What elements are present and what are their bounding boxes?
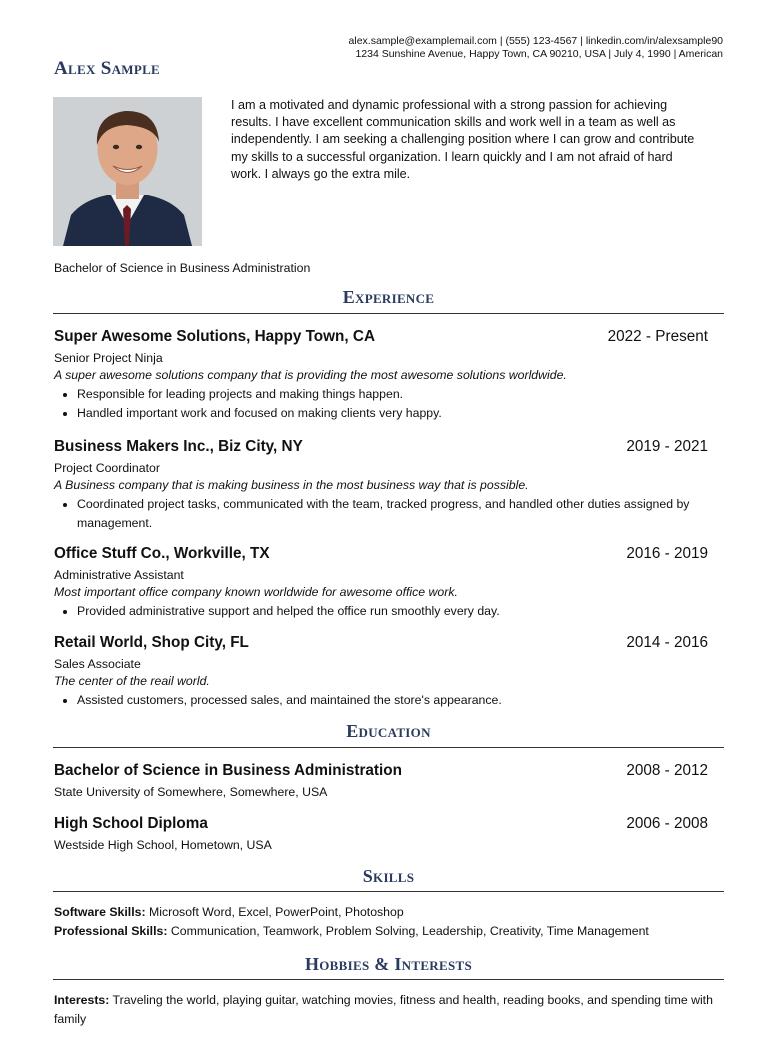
profile-photo-image	[53, 97, 202, 246]
experience-bullets	[54, 602, 708, 621]
section-divider	[53, 313, 724, 314]
experience-role: Senior Project Ninja	[54, 351, 163, 365]
experience-description: A super awesome solutions company that is providing the most awesome solutions worldwide.	[54, 368, 567, 382]
contact-line-1: alex.sample@examplemail.com | (555) 123-4567 | linkedin.com/in/alexsample90	[348, 35, 723, 47]
experience-bullets	[54, 385, 708, 422]
experience-dates: 2019 - 2021	[626, 438, 708, 455]
interests	[54, 991, 719, 1028]
section-title-education: Education	[346, 721, 431, 741]
experience-role: Administrative Assistant	[54, 568, 184, 582]
professional-skills-label: Professional Skills:	[54, 924, 168, 938]
section-divider	[53, 747, 724, 748]
contact-line-2: 1234 Sunshine Avenue, Happy Town, CA 90210, USA | July 4, 1990 | American	[355, 48, 723, 60]
software-skills-value: Microsoft Word, Excel, PowerPoint, Photoshop	[145, 905, 404, 919]
headline-degree: Bachelor of Science in Business Administration	[54, 261, 311, 275]
candidate-name: Alex Sample	[54, 58, 161, 79]
education-dates: 2006 - 2008	[626, 815, 708, 832]
professional-skills	[54, 922, 714, 941]
experience-role: Project Coordinator	[54, 461, 160, 475]
contact-info	[349, 35, 723, 61]
experience-description: A Business company that is making business in the most business way that is possible.	[54, 478, 529, 492]
experience-entry	[54, 634, 708, 710]
interests-label: Interests:	[54, 993, 110, 1007]
experience-bullets	[54, 495, 708, 532]
software-skills	[54, 903, 714, 922]
section-title-experience: Experience	[342, 287, 435, 307]
education-school: State University of Somewhere, Somewhere, USA	[54, 785, 328, 799]
bullet-item: • Coordinated project tasks, communicated with the team, tracked progress, and handled other duties assigned by management.	[77, 495, 708, 532]
bullet-item: • Provided administrative support and helped the office run smoothly every day.	[77, 602, 708, 621]
experience-dates: 2014 - 2016	[626, 634, 708, 651]
education-school: Westside High School, Hometown, USA	[54, 838, 272, 852]
experience-entry	[54, 438, 708, 532]
professional-skills-value: Communication, Teamwork, Problem Solving, Leadership, Creativity, Time Management	[167, 924, 649, 938]
bullet-item: • Responsible for leading projects and making things happen.	[77, 385, 708, 404]
section-title-hobbies: Hobbies & Interests	[304, 954, 473, 974]
experience-dates: 2022 - Present	[607, 328, 708, 345]
education-degree: High School Diploma	[54, 815, 208, 832]
education-entry	[54, 762, 708, 801]
experience-entry	[54, 328, 708, 422]
experience-company: Retail World, Shop City, FL	[54, 634, 249, 651]
experience-company: Office Stuff Co., Workville, TX	[54, 545, 270, 562]
experience-description: Most important office company known worldwide for awesome office work.	[54, 585, 458, 599]
experience-company: Super Awesome Solutions, Happy Town, CA	[54, 328, 375, 345]
professional-summary: I am a motivated and dynamic professional with a strong passion for achieving results. I have excellent communication skills and work well in a team as well as independently. I am seeking a challenging position where I can grow and contribute my skills to a successful organization. I learn quickly and I am not afraid of hard work. I always go the extra mile.	[231, 98, 695, 181]
experience-role: Sales Associate	[54, 657, 141, 671]
education-dates: 2008 - 2012	[626, 762, 708, 779]
experience-dates: 2016 - 2019	[626, 545, 708, 562]
education-degree: Bachelor of Science in Business Administration	[54, 762, 402, 779]
education-entry	[54, 815, 708, 854]
section-title-skills: Skills	[362, 866, 415, 886]
section-divider	[53, 979, 724, 980]
experience-entry	[54, 545, 708, 621]
bullet-item: • Assisted customers, processed sales, and maintained the store's appearance.	[77, 691, 708, 710]
bullet-item: • Handled important work and focused on making clients very happy.	[77, 404, 708, 423]
section-divider	[53, 891, 724, 892]
software-skills-label: Software Skills:	[54, 905, 146, 919]
profile-photo	[53, 97, 202, 246]
experience-company: Business Makers Inc., Biz City, NY	[54, 438, 303, 455]
experience-bullets	[54, 691, 708, 710]
interests-value: Traveling the world, playing guitar, watching movies, fitness and health, reading books, and spending time with family	[54, 993, 713, 1026]
experience-description: The center of the reail world.	[54, 674, 210, 688]
